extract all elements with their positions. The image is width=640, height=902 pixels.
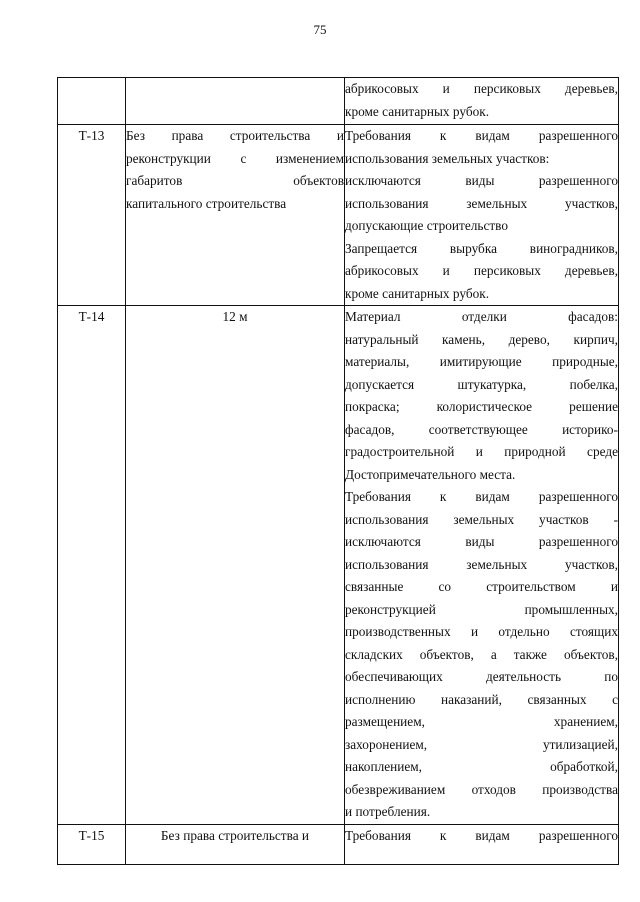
requirements-cell (345, 306, 619, 825)
parameter-cell (126, 125, 345, 306)
zone-code-cell (58, 824, 126, 864)
requirements-line: складских объектов, а также объектов, (345, 646, 618, 662)
requirements-line: абрикосовых и персиковых деревьев, (345, 263, 618, 278)
requirements-line: реконструкцией промышленных, (345, 601, 618, 617)
requirements-line: Материал отделки фасадов: (345, 309, 618, 324)
zone-code: Т-13 (78, 128, 105, 143)
requirements-line: обеспечивающих деятельность по (345, 669, 618, 684)
requirements-paragraph (345, 825, 618, 848)
requirements-cell (345, 78, 619, 125)
requirements-line: и потребления. (345, 804, 431, 819)
page-number: 75 (313, 22, 327, 37)
requirements-line: допускается штукатурка, побелка, (345, 376, 618, 392)
zone-code-cell (58, 78, 126, 125)
zone-code: Т-14 (78, 309, 105, 324)
requirements-paragraph (345, 78, 618, 123)
requirements-line: абрикосовых и персиковых деревьев, (345, 81, 618, 96)
requirements-cell (345, 824, 619, 864)
table-row (58, 78, 619, 125)
zone-requirements-table (57, 77, 619, 865)
requirements-line: покраска; колористическое решение (345, 399, 618, 414)
parameter-cell (126, 78, 345, 125)
requirements-line: Требования к видам разрешенного (345, 128, 618, 143)
requirements-paragraph (345, 238, 618, 306)
requirements-line: натуральный камень, дерево, кирпич, (345, 331, 618, 347)
parameter-line: габаритов объектов (126, 173, 344, 188)
requirements-line: Требования к видам разрешенного (345, 827, 618, 843)
requirements-line: исполнению наказаний, связанных с (345, 691, 618, 707)
requirements-cell (345, 125, 619, 306)
requirements-line: использования земельных участков: (345, 150, 550, 166)
requirements-paragraph (345, 306, 618, 486)
requirements-line: кроме санитарных рубок. (345, 103, 490, 119)
requirements-line: Достопримечательного места. (345, 466, 516, 482)
table-row (58, 306, 619, 825)
requirements-line: материалы, имитирующие природные, (345, 354, 618, 369)
zone-code-cell (58, 125, 126, 306)
zone-code-cell (58, 306, 126, 825)
requirements-line: фасадов, соответствующее историко- (345, 421, 618, 437)
requirements-paragraph (345, 125, 618, 238)
requirements-line: кроме санитарных рубок. (345, 285, 490, 301)
requirements-line: использования земельных участков - (345, 511, 618, 527)
parameter-line: Без права строительства и (160, 827, 310, 843)
table-row (58, 824, 619, 864)
requirements-line: использования земельных участков, (345, 556, 618, 572)
zone-code: Т-15 (78, 827, 105, 843)
parameter-line: 12 м (222, 309, 248, 324)
parameter-line: капитального строительства (126, 195, 287, 211)
requirements-line: размещением, хранением, (345, 714, 618, 729)
requirements-line: производственных и отдельно стоящих (345, 624, 618, 639)
requirements-line: исключаются виды разрешенного (345, 173, 618, 188)
requirements-line: захоронением, утилизацией, (345, 736, 618, 752)
requirements-line: связанные со строительством и (345, 579, 618, 594)
parameter-cell (126, 824, 345, 864)
requirements-line: использования земельных участков, (345, 195, 618, 211)
parameter-line: реконструкции с изменением (126, 150, 344, 166)
requirements-paragraph (345, 486, 618, 824)
requirements-line: обезвреживанием отходов производства (345, 781, 618, 797)
requirements-line: допускающие строительство (345, 218, 509, 233)
requirements-line: Требования к видам разрешенного (345, 489, 618, 504)
parameter-cell (126, 306, 345, 825)
table-row (58, 125, 619, 306)
requirements-line: Запрещается вырубка виноградников, (345, 240, 618, 256)
requirements-line: градостроительной и природной среде (345, 444, 618, 459)
requirements-line: накоплением, обработкой, (345, 759, 618, 774)
parameter-line: Без права строительства и (126, 128, 344, 143)
requirements-line: исключаются виды разрешенного (345, 534, 618, 549)
